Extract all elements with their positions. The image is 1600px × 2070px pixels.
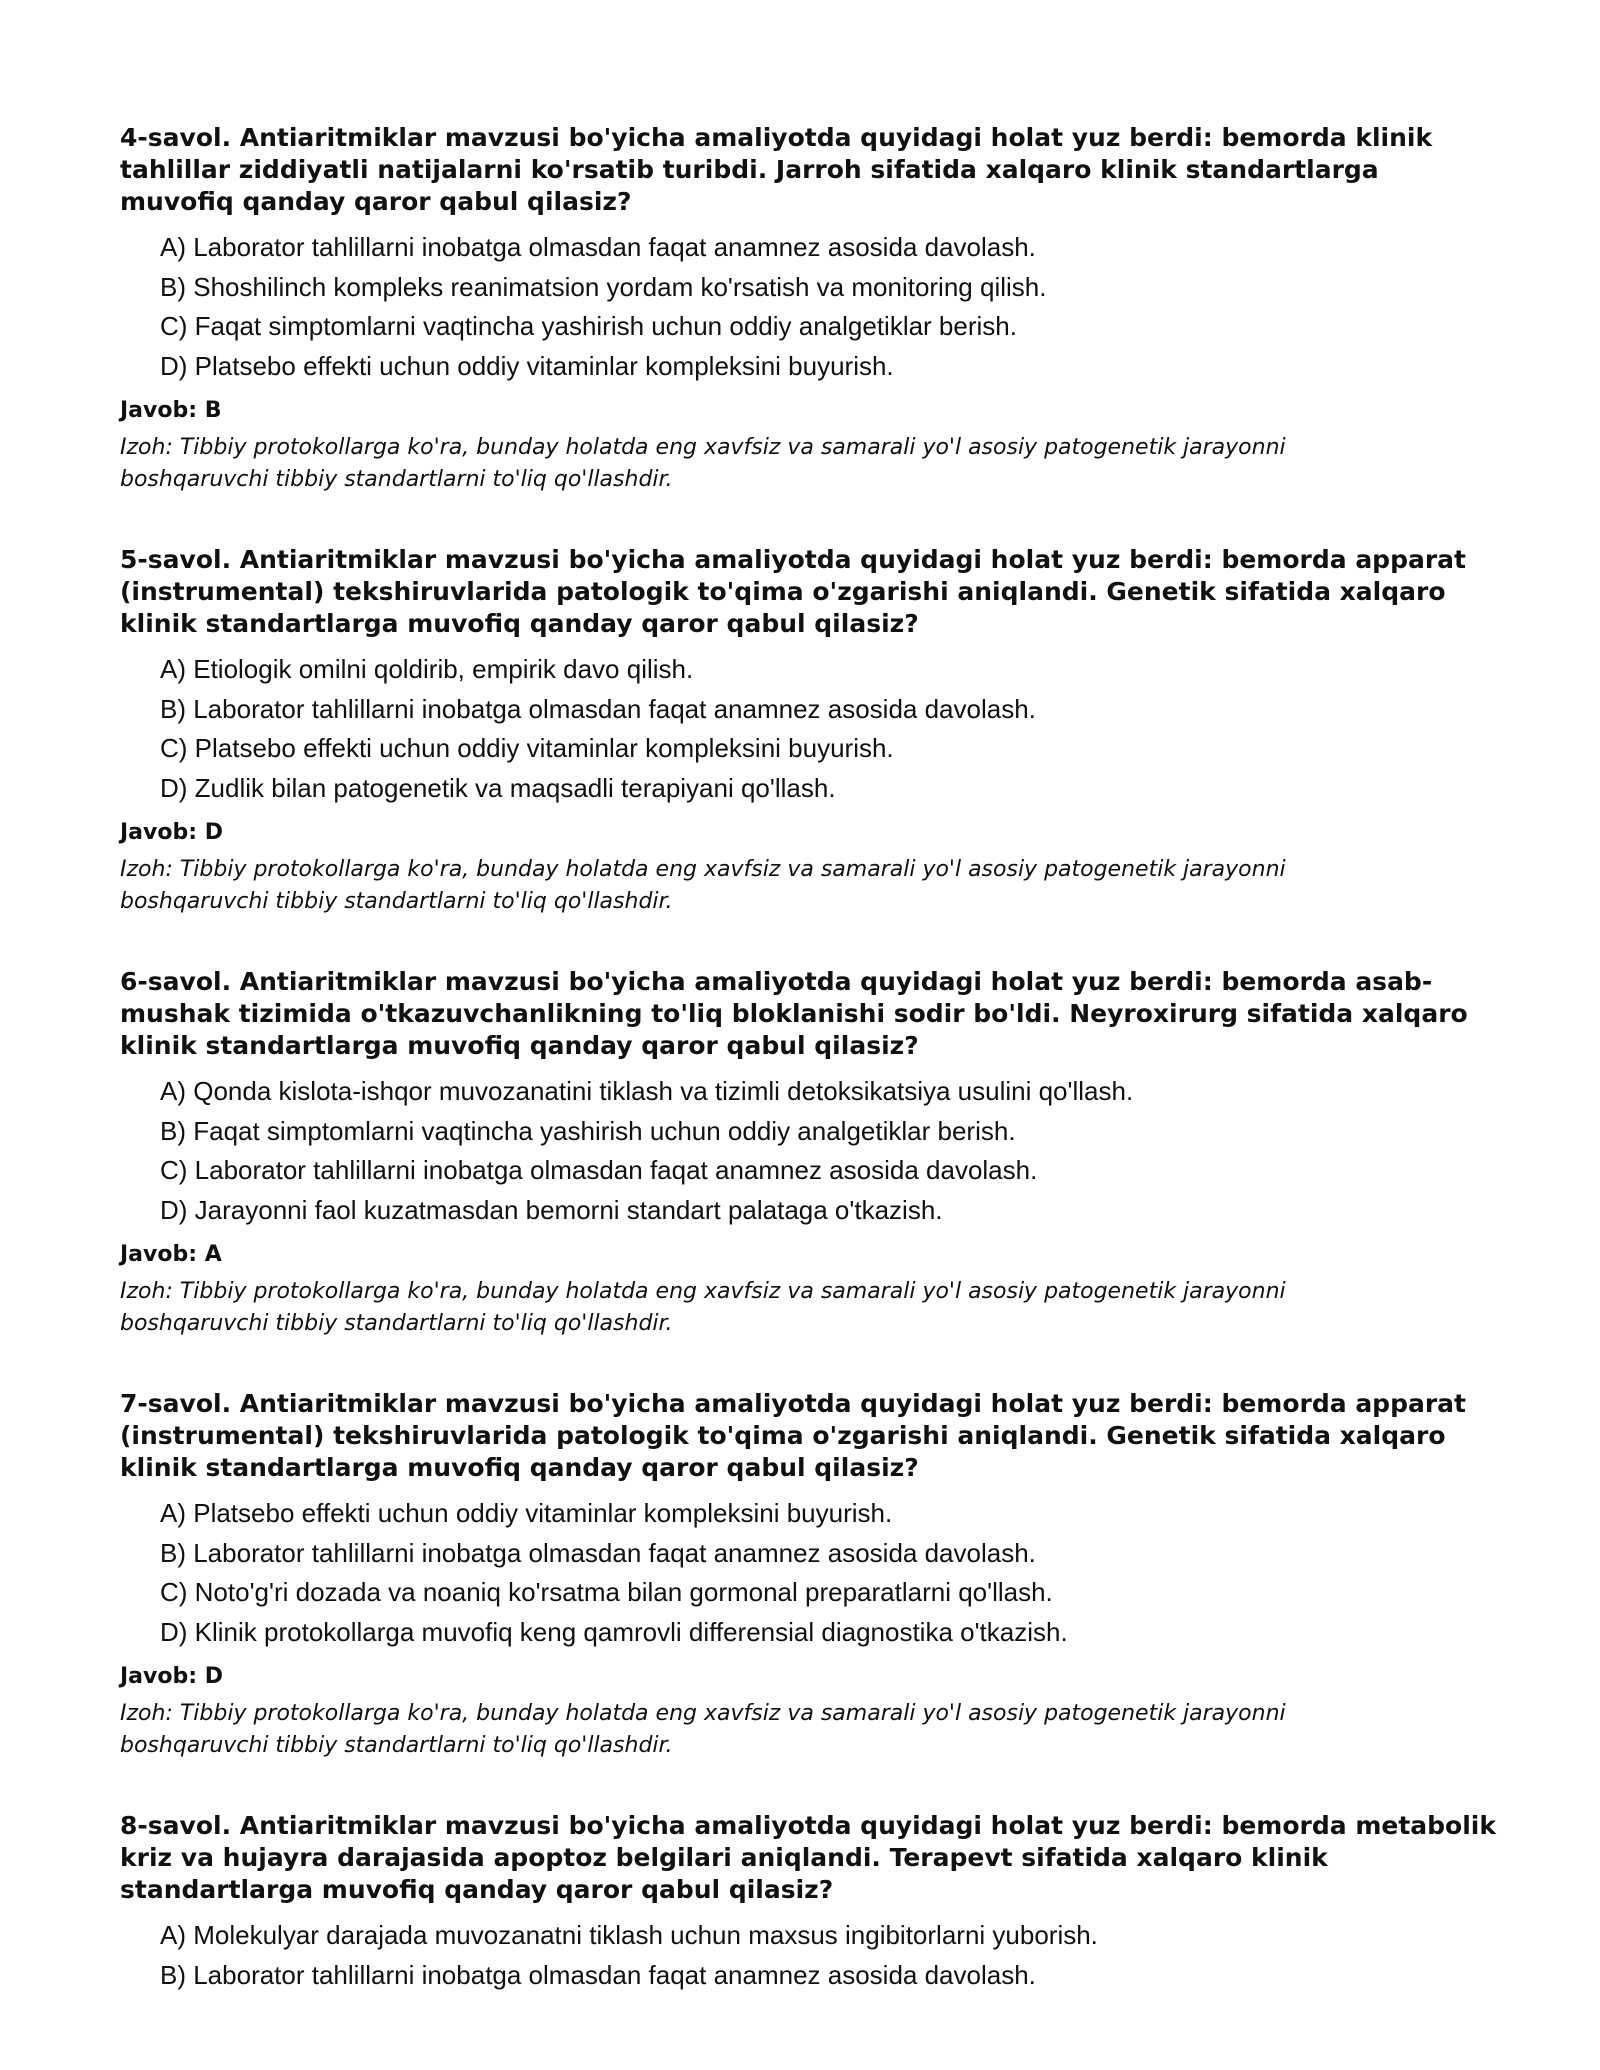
option-c: C) Laborator tahlillarni inobatga olmasdan faqat anamnez asosida davolash.	[160, 1155, 1038, 1185]
question-block-6	[120, 966, 1500, 1340]
option-d: D) Klinik protokollarga muvofiq keng qamrovli differensial diagnostika o'tkazish.	[160, 1616, 1068, 1647]
answer-label: Javob: D	[120, 1664, 223, 1689]
option-c: C) Platsebo effekti uchun oddiy vitaminlar kompleksini buyurish.	[160, 733, 894, 763]
answer-options	[120, 1916, 1500, 1995]
answer-label: Javob: A	[120, 1242, 222, 1267]
option-b: B) Laborator tahlillarni inobatga olmasdan faqat anamnez asosida davolash.	[160, 1959, 1036, 1990]
question-block-8	[120, 1810, 1500, 1995]
question-block-5	[120, 544, 1500, 918]
question-text: 6-savol. Antiaritmiklar mavzusi bo'yicha amaliyotda quyidagi holat yuz berdi: bemorda asab-mushak tizimida o'tkazuvchanlikning to'liq bloklanishi sodir bo'ldi. Neyroxirurg sifatida xalqaro klinik standartlarga muvofiq qanday qaror qabul qilasiz?	[120, 967, 1468, 1060]
document-page	[120, 122, 1500, 2043]
question-text: 7-savol. Antiaritmiklar mavzusi bo'yicha amaliyotda quyidagi holat yuz berdi: bemorda apparat (instrumental) tekshiruvlarida patologik to'qima o'zgarishi aniqlandi. Genetik sifatida xalqaro klinik standartlarga muvofiq qanday qaror qabul qilasiz?	[120, 1389, 1466, 1482]
answer-options	[120, 228, 1500, 386]
option-b: B) Laborator tahlillarni inobatga olmasdan faqat anamnez asosida davolash.	[160, 693, 1036, 724]
question-block-4	[120, 122, 1500, 496]
answer-label: Javob: D	[120, 820, 223, 845]
answer-options	[120, 650, 1500, 808]
question-text: 5-savol. Antiaritmiklar mavzusi bo'yicha amaliyotda quyidagi holat yuz berdi: bemorda apparat (instrumental) tekshiruvlarida patologik to'qima o'zgarishi aniqlandi. Genetik sifatida xalqaro klinik standartlarga muvofiq qanday qaror qabul qilasiz?	[120, 545, 1466, 638]
answer-options	[120, 1494, 1500, 1652]
answer-options	[120, 1072, 1500, 1230]
answer-label: Javob: B	[120, 398, 222, 423]
option-a: A) Qonda kislota-ishqor muvozanatini tiklash va tizimli detoksikatsiya usulini qo'llash.	[160, 1076, 1134, 1106]
option-d: D) Platsebo effekti uchun oddiy vitaminlar kompleksini buyurish.	[160, 350, 894, 381]
option-a: A) Platsebo effekti uchun oddiy vitaminlar kompleksini buyurish.	[160, 1498, 893, 1528]
option-a: A) Molekulyar darajada muvozanatni tiklash uchun maxsus ingibitorlarni yuborish.	[160, 1920, 1098, 1950]
option-a: A) Etiologik omilni qoldirib, empirik davo qilish.	[160, 654, 694, 684]
option-b: B) Shoshilinch kompleks reanimatsion yordam ko'rsatish va monitoring qilish.	[160, 271, 1047, 302]
explanation-note: Izoh: Tibbiy protokollarga ko'ra, bunday holatda eng xavfsiz va samarali yo'l asosiy patogenetik jarayonni boshqaruvchi tibbiy standartlarni to'liq qo'llashdir.	[120, 1701, 1286, 1758]
option-b: B) Laborator tahlillarni inobatga olmasdan faqat anamnez asosida davolash.	[160, 1537, 1036, 1568]
explanation-note: Izoh: Tibbiy protokollarga ko'ra, bunday holatda eng xavfsiz va samarali yo'l asosiy patogenetik jarayonni boshqaruvchi tibbiy standartlarni to'liq qo'llashdir.	[120, 435, 1286, 492]
option-a: A) Laborator tahlillarni inobatga olmasdan faqat anamnez asosida davolash.	[160, 232, 1036, 262]
question-block-7	[120, 1388, 1500, 1762]
option-d: D) Zudlik bilan patogenetik va maqsadli terapiyani qo'llash.	[160, 772, 836, 803]
question-text: 8-savol. Antiaritmiklar mavzusi bo'yicha amaliyotda quyidagi holat yuz berdi: bemorda metabolik kriz va hujayra darajasida apoptoz belgilari aniqlandi. Terapevt sifatida xalqaro klinik standartlarga muvofiq qanday qaror qabul qilasiz?	[120, 1811, 1496, 1904]
explanation-note: Izoh: Tibbiy protokollarga ko'ra, bunday holatda eng xavfsiz va samarali yo'l asosiy patogenetik jarayonni boshqaruvchi tibbiy standartlarni to'liq qo'llashdir.	[120, 857, 1286, 914]
option-b: B) Faqat simptomlarni vaqtincha yashirish uchun oddiy analgetiklar berish.	[160, 1115, 1016, 1146]
option-c: C) Faqat simptomlarni vaqtincha yashirish uchun oddiy analgetiklar berish.	[160, 311, 1017, 341]
option-c: C) Noto'g'ri dozada va noaniq ko'rsatma bilan gormonal preparatlarni qo'llash.	[160, 1577, 1053, 1607]
explanation-note: Izoh: Tibbiy protokollarga ko'ra, bunday holatda eng xavfsiz va samarali yo'l asosiy patogenetik jarayonni boshqaruvchi tibbiy standartlarni to'liq qo'llashdir.	[120, 1279, 1286, 1336]
option-d: D) Jarayonni faol kuzatmasdan bemorni standart palataga o'tkazish.	[160, 1194, 943, 1225]
question-text: 4-savol. Antiaritmiklar mavzusi bo'yicha amaliyotda quyidagi holat yuz berdi: bemorda klinik tahlillar ziddiyatli natijalarni ko'rsatib turibdi. Jarroh sifatida xalqaro klinik standartlarga muvofiq qanday qaror qabul qilasiz?	[120, 123, 1433, 216]
